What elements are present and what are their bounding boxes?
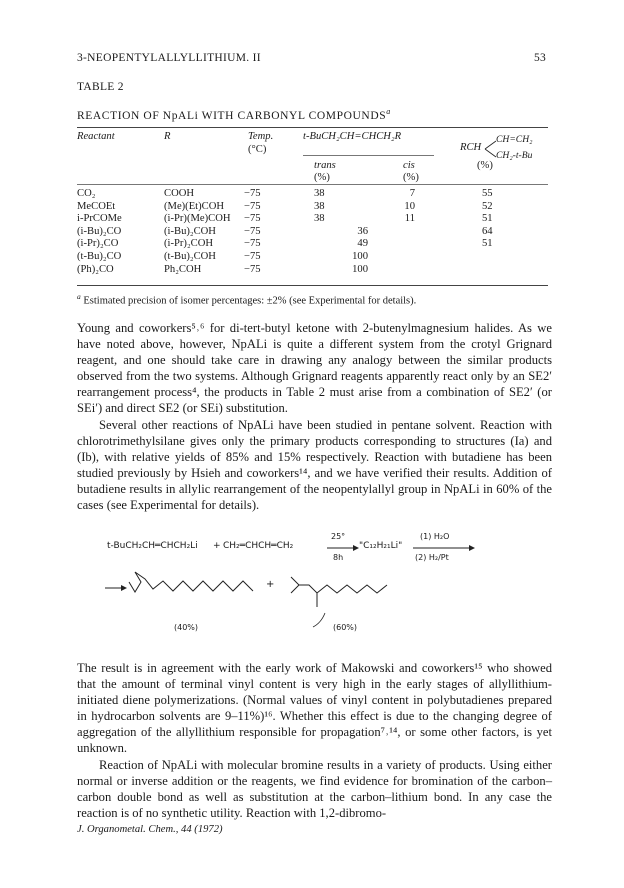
col-header-cis-unit: (%) — [403, 172, 419, 183]
table-cell-trans: 38 — [314, 213, 325, 225]
paragraph-bromine: Reaction of NpALi with molecular bromine results in a variety of products. Using either normal or inverse addition or the reagents, we find evidence for bromination of the carbon–carbon double bond as well as substitution at the carbon–lithium bond. In any case the reaction is of no synthetic utility. Reaction with 1,2-dibromo- — [77, 757, 552, 820]
table-header-rule — [77, 184, 548, 185]
table-cell-cis: 11 — [404, 213, 415, 225]
table-caption: REACTION OF NpALi WITH CARBONYL COMPOUNDS$^a$ — [77, 107, 391, 122]
journal-footer: J. Organometal. Chem., 44 (1972) — [77, 824, 223, 835]
col-header-branched-unit: (%) — [477, 160, 493, 171]
table-cell-reactant: CO₂ — [77, 188, 96, 199]
col-header-branched-rch: RCH — [460, 142, 482, 153]
running-title: 3-NEOPENTYLALLYLLITHIUM. II — [77, 52, 261, 64]
scheme-arrow1-top: 25° — [331, 532, 346, 541]
table-cell-trans: 38 — [314, 188, 325, 199]
table-cell-r: (i-Bu)₂COH — [164, 225, 216, 237]
table-cell-r: (t-Bu)₂COH — [164, 251, 216, 262]
scheme-drawing — [77, 527, 552, 647]
col-header-trans-unit: (%) — [314, 172, 330, 183]
table-cell-r: (i-Pr)₂COH — [164, 238, 214, 250]
table-cell-temp: −75 — [244, 238, 261, 250]
table-cell-merged: 100 — [352, 251, 368, 262]
table-cell-branched: 51 — [482, 213, 493, 225]
table-label: TABLE 2 — [77, 81, 124, 93]
table-cell-r: Ph₂COH — [164, 263, 202, 275]
scheme-arrow2-top: (1) H₂O — [420, 532, 450, 541]
table-cell-merged: 49 — [357, 238, 368, 250]
col-header-temp: Temp. — [248, 131, 274, 142]
paragraph-reactions: Several other reactions of NpALi have been studied in pentane solvent. Reaction with chlorotrimethylsilane gives only the primary products corresponding to structures (Ia) and (Ib), with relative yields of 85% and 15% respectively. Reaction with butadiene has been studied previously by Hsieh and coworkers¹⁴, and we have verified their results. Addition of butadiene results in allylic rearrangement of the neopentylallyl group in NpALi in 60% of the cases (see Experimental for details). — [77, 417, 552, 513]
table-cell-trans: 38 — [314, 200, 325, 212]
table-cell-reactant: (t-Bu)₂CO — [77, 251, 122, 262]
scheme-intermediate: "C₁₂H₂₁Li" — [359, 541, 403, 551]
table-cell-r: (Me)(Et)COH — [164, 200, 225, 212]
table-cell-r: COOH — [164, 188, 195, 199]
table-cell-temp: −75 — [244, 200, 261, 212]
col-header-branched-top: CH=CH₂ — [496, 134, 533, 145]
table-cell-temp: −75 — [244, 213, 261, 225]
table-cell-merged: 100 — [352, 263, 368, 275]
scheme-reactant-1: t-BuCH₂CH═CHCH₂Li — [107, 541, 198, 551]
product-span-rule — [303, 155, 434, 156]
col-header-branched-bottom: CH₂-t-Bu — [496, 150, 533, 161]
table-cell-cis: 7 — [409, 188, 415, 199]
table-bottom-rule — [77, 285, 548, 286]
paragraph-makowski: The result is in agreement with the early work of Makowski and coworkers¹⁵ who showed that the amount of terminal vinyl content is very high in the early stages of allyllithium-initiated diene polymerizations. (Normal values of vinyl content in polybutadienes prepared in hydrocarbon solvents are 9–11%)¹⁶. Whether this effect is due to the changing degree of aggregation of the allyllithium responsible for propagation⁷˒¹⁴, or some other factors, is yet unknown. — [77, 661, 552, 756]
scheme-yield-1: (40%) — [174, 623, 199, 632]
table-cell-temp: −75 — [244, 188, 261, 199]
table-cell-branched: 64 — [482, 225, 493, 237]
body-paragraphs-bottom — [77, 660, 552, 821]
body-paragraphs-top — [77, 320, 552, 513]
table-cell-r: (i-Pr)(Me)COH — [164, 213, 231, 225]
scheme-plus-1: + — [213, 541, 221, 551]
branch-bond-lines — [484, 137, 498, 161]
col-header-r: R — [164, 131, 171, 142]
table-cell-reactant: (i-Bu)₂CO — [77, 225, 122, 237]
table-cell-cis: 10 — [404, 200, 415, 212]
table-cell-reactant: (i-Pr)₂CO — [77, 238, 119, 250]
col-header-product: t-BuCH₂CH=CHCH₂R — [303, 131, 402, 142]
scheme-yield-2: (60%) — [333, 623, 358, 632]
paragraph-young: Young and coworkers⁵˒⁶ for di-tert-butyl ketone with 2-butenylmagnesium halides. As we have noted above, however, NpALi is quite a different system from the crotyl Grignard reagent, and one should take care in drawing any analogy between the similar products observed from the two systems. Although Grignard reagents apparently react only by an SE2′ rearrangement process⁴, the products in Table 2 must arise from a combination of SE2′ (or SEi′) and direct SE2 (or SEi) substitution. — [77, 321, 552, 416]
scheme-arrow2-bottom: (2) H₂/Pt — [415, 553, 449, 562]
table-cell-branched: 51 — [482, 238, 493, 250]
table-cell-branched: 55 — [482, 188, 493, 199]
col-header-trans: trans — [314, 160, 336, 171]
table-cell-temp: −75 — [244, 263, 261, 275]
table-cell-temp: −75 — [244, 251, 261, 262]
page-number: 53 — [534, 52, 547, 64]
col-header-temp-unit: (°C) — [248, 144, 267, 155]
table-cell-reactant: (Ph)₂CO — [77, 263, 114, 275]
scheme-plus-2: + — [266, 579, 275, 590]
table-cell-merged: 36 — [357, 225, 368, 237]
table-cell-branched: 52 — [482, 200, 493, 212]
scheme-reactant-2: CH₂═CHCH═CH₂ — [223, 541, 294, 551]
table-cell-reactant: MeCOEt — [77, 200, 116, 212]
col-header-cis: cis — [403, 160, 415, 171]
table-top-rule — [77, 127, 548, 128]
table-cell-temp: −75 — [244, 225, 261, 237]
col-header-reactant: Reactant — [77, 131, 115, 142]
table-cell-reactant: i-PrCOMe — [77, 213, 122, 225]
table-footnote: $^a$ Estimated precision of isomer percentages: ±2% (see Experimental for details). — [77, 292, 417, 307]
scheme-arrow1-bottom: 8h — [333, 553, 344, 562]
reaction-scheme — [77, 527, 552, 647]
